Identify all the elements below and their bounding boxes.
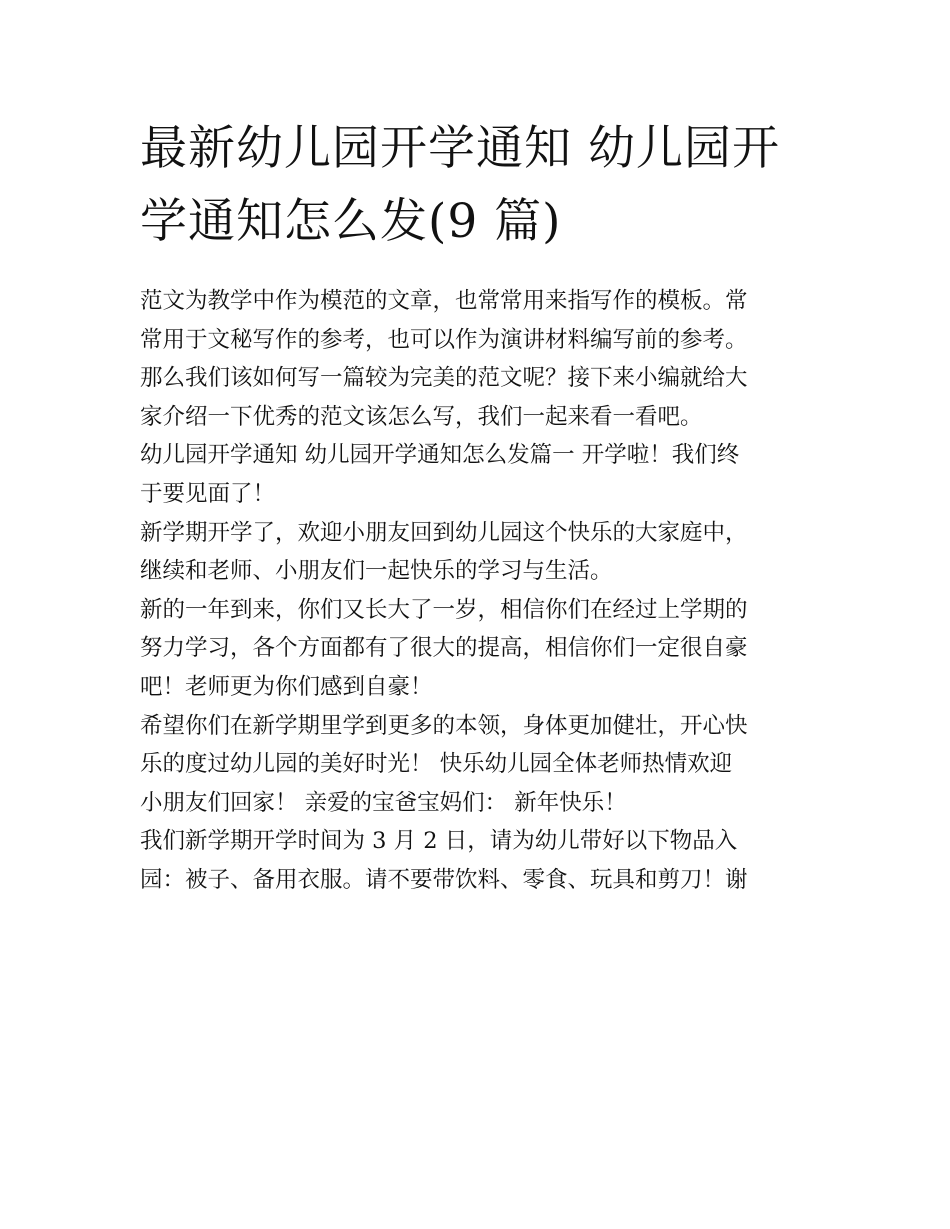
body-line: 乐的度过幼儿园的美好时光！ 快乐幼儿园全体老师热情欢迎 bbox=[140, 751, 733, 778]
body-line: 园：被子、备用衣服。请不要带饮料、零食、玩具和剪刀！谢 bbox=[140, 866, 748, 893]
body-line: 努力学习，各个方面都有了很大的提高，相信你们一定很自豪 bbox=[140, 635, 748, 662]
document-body bbox=[140, 282, 812, 900]
body-line: 常用于文秘写作的参考，也可以作为演讲材料编写前的参考。 bbox=[140, 326, 748, 353]
paragraph-intro bbox=[140, 282, 812, 436]
body-line: 小朋友们回家！ 亲爱的宝爸宝妈们： 新年快乐！ bbox=[140, 789, 627, 816]
paragraph-schedule bbox=[140, 822, 812, 899]
body-line: 吧！老师更为你们感到自豪！ bbox=[140, 673, 433, 700]
body-line: 希望你们在新学期里学到更多的本领，身体更加健壮，开心快 bbox=[140, 712, 748, 739]
body-line: 于要见面了！ bbox=[140, 480, 276, 507]
title-line: 学通知怎么发(9 篇) bbox=[140, 194, 562, 249]
body-line: 我们新学期开学时间为 3 月 2 日，请为幼儿带好以下物品入 bbox=[140, 828, 738, 855]
paragraph-new-year bbox=[140, 591, 812, 707]
body-line: 新学期开学了，欢迎小朋友回到幼儿园这个快乐的大家庭中， bbox=[140, 519, 748, 546]
title-line: 最新幼儿园开学通知 幼儿园开 bbox=[140, 121, 780, 176]
document-title bbox=[140, 112, 820, 258]
body-line: 范文为教学中作为模范的文章，也常常用来指写作的模板。常 bbox=[140, 288, 748, 314]
paragraph-welcome bbox=[140, 514, 812, 591]
body-line: 新的一年到来，你们又长大了一岁，相信你们在经过上学期的 bbox=[140, 596, 748, 623]
body-line: 那么我们该如何写一篇较为完美的范文呢？接下来小编就给大 bbox=[140, 365, 748, 392]
body-line: 幼儿园开学通知 幼儿园开学通知怎么发篇一 开学啦！我们终 bbox=[140, 442, 740, 469]
paragraph-hope bbox=[140, 707, 812, 823]
body-line: 继续和老师、小朋友们一起快乐的学习与生活。 bbox=[140, 558, 613, 585]
paragraph-heading bbox=[140, 436, 812, 513]
body-line: 家介绍一下优秀的范文该怎么写，我们一起来看一看吧。 bbox=[140, 403, 703, 430]
